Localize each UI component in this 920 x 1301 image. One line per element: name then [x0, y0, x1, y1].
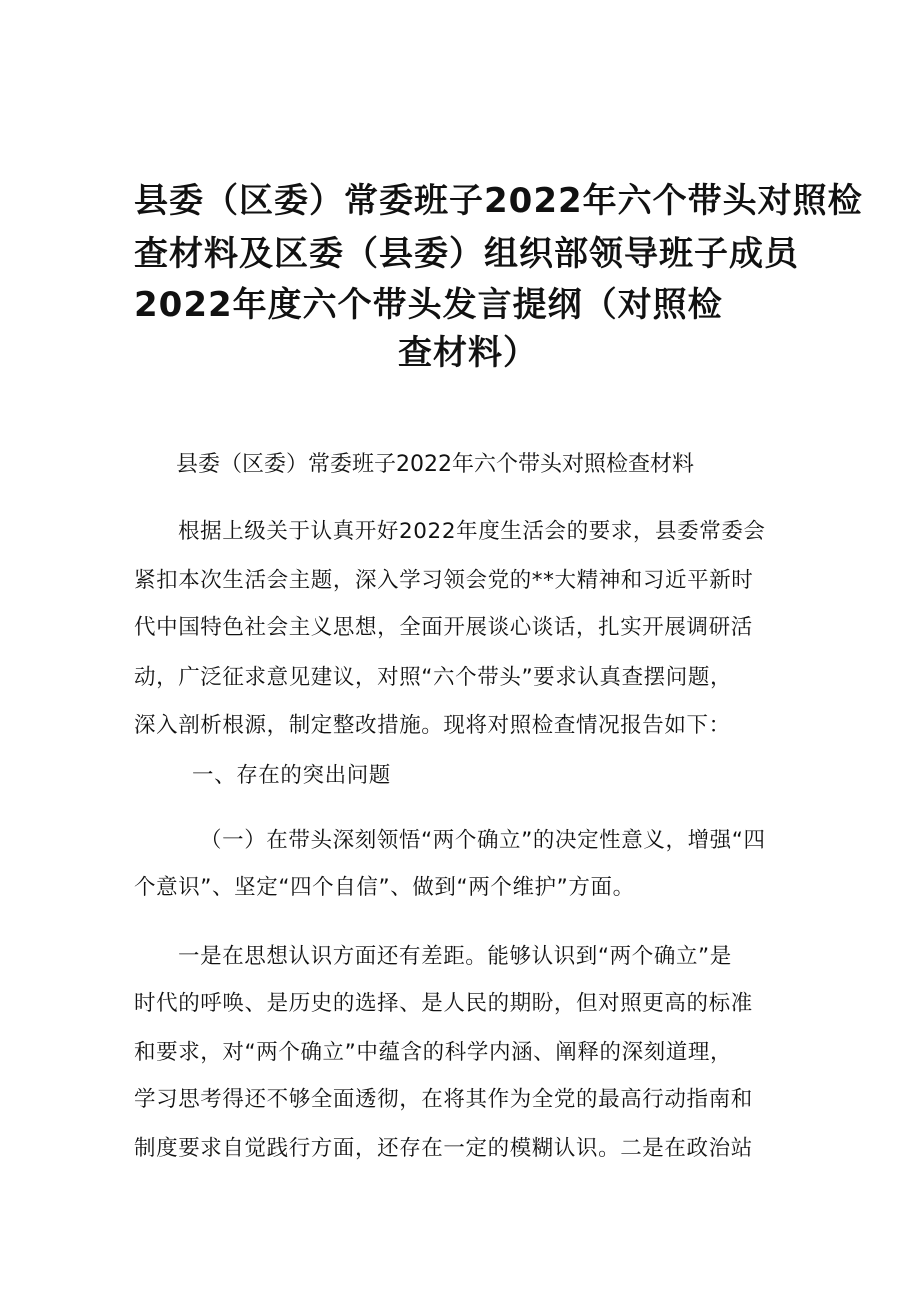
paragraph1-line-2: 紧扣本次生活会主题，深入学习领会党的**大精神和习近平新时	[134, 568, 754, 593]
paragraph1-line-3: 代中国特色社会主义思想，全面开展谈心谈话，扎实开展调研活	[134, 615, 753, 640]
document-subtitle: 县委（区委）常委班子2022年六个带头对照检查材料	[176, 452, 694, 477]
subsection-line-1: （一）在带头深刻领悟“两个确立”的决定性意义，增强“四	[200, 828, 766, 853]
paragraph1-line-1: 根据上级关于认真开好2022年度生活会的要求，县委常委会	[178, 519, 766, 544]
subsection-line-2: 个意识”、坚定“四个自信”、做到“两个维护”方面。	[134, 875, 635, 900]
paragraph2-line-5: 制度要求自觉践行方面，还存在一定的模糊认识。二是在政治站	[134, 1136, 753, 1161]
paragraph1-line-5: 深入剖析根源，制定整改措施。现将对照检查情况报告如下：	[134, 713, 731, 738]
document-title-line-4: 查材料）	[398, 333, 538, 373]
document-title-line-2: 查材料及区委（县委）组织部领导班子成员	[134, 234, 799, 274]
paragraph2-line-4: 学习思考得还不够全面透彻，在将其作为全党的最高行动指南和	[134, 1087, 753, 1112]
paragraph2-line-3: 和要求，对“两个确立”中蕴含的科学内涵、阐释的深刻道理，	[134, 1040, 733, 1065]
paragraph1-line-4: 动，广泛征求意见建议，对照“六个带头”要求认真查摆问题，	[134, 665, 733, 690]
section-heading: 一、存在的突出问题	[192, 763, 391, 788]
document-title-line-1: 县委（区委）常委班子2022年六个带头对照检	[134, 181, 863, 221]
document-title-line-3: 2022年度六个带头发言提纲（对照检	[134, 285, 723, 325]
paragraph2-line-2: 时代的呼唤、是历史的选择、是人民的期盼，但对照更高的标准	[134, 991, 753, 1016]
paragraph2-line-1: 一是在思想认识方面还有差距。能够认识到“两个确立”是	[178, 944, 732, 969]
